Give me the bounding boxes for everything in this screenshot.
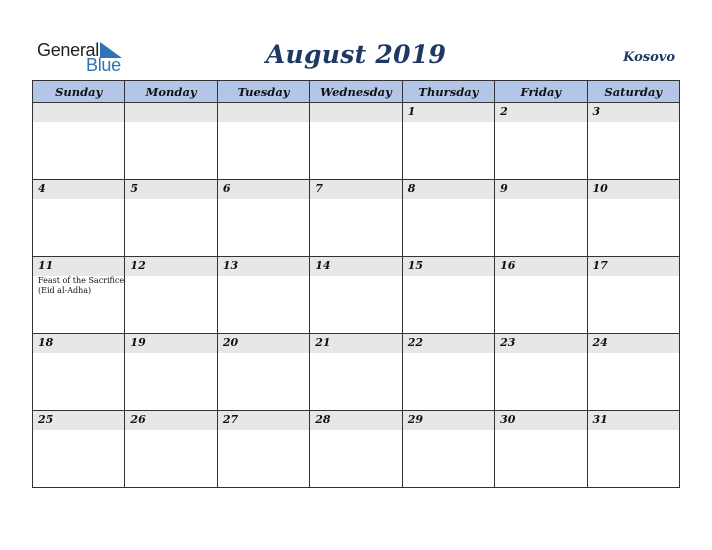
day-cell	[402, 103, 494, 180]
logo-text-blue: Blue	[86, 55, 121, 75]
day-cell	[495, 103, 587, 180]
day-number: 19	[125, 334, 216, 353]
logo-text-general: General	[37, 40, 99, 60]
day-cell	[402, 334, 494, 411]
day-cell	[587, 334, 679, 411]
day-number: 28	[310, 411, 401, 430]
day-cell	[310, 180, 402, 257]
day-cell	[587, 180, 679, 257]
day-number: 17	[588, 257, 679, 276]
weekday-thursday: Thursday	[402, 81, 494, 103]
weekday-wednesday: Wednesday	[310, 81, 402, 103]
day-number: 10	[588, 180, 679, 199]
day-cell	[587, 103, 679, 180]
weekday-friday: Friday	[495, 81, 587, 103]
day-number: 26	[125, 411, 216, 430]
day-cell	[587, 411, 679, 488]
day-cell	[33, 334, 125, 411]
day-number	[218, 103, 309, 122]
day-number: 7	[310, 180, 401, 199]
day-number: 15	[403, 257, 494, 276]
day-cell	[495, 411, 587, 488]
holiday-event: Feast of the Sacrifice (Eid al-Adha)	[38, 276, 125, 295]
day-number: 25	[33, 411, 124, 430]
weekday-header-row	[33, 81, 680, 103]
day-cell	[402, 411, 494, 488]
day-number: 30	[495, 411, 586, 430]
week-row	[33, 257, 680, 334]
day-cell	[125, 411, 217, 488]
day-number: 1	[403, 103, 494, 122]
day-cell	[495, 334, 587, 411]
weekday-monday: Monday	[125, 81, 217, 103]
weekday-sunday: Sunday	[33, 81, 125, 103]
day-number: 21	[310, 334, 401, 353]
day-number	[125, 103, 216, 122]
week-row	[33, 411, 680, 488]
day-number: 23	[495, 334, 586, 353]
day-number: 5	[125, 180, 216, 199]
day-cell	[125, 180, 217, 257]
day-cell	[217, 103, 309, 180]
day-number: 11	[33, 257, 124, 276]
weekday-tuesday: Tuesday	[217, 81, 309, 103]
day-cell	[125, 103, 217, 180]
day-cell	[402, 257, 494, 334]
weekday-saturday: Saturday	[587, 81, 679, 103]
day-number: 2	[495, 103, 586, 122]
day-cell	[217, 257, 309, 334]
week-row	[33, 103, 680, 180]
day-cell	[125, 334, 217, 411]
day-cell	[495, 180, 587, 257]
day-number: 31	[588, 411, 679, 430]
day-cell	[33, 180, 125, 257]
day-number: 18	[33, 334, 124, 353]
day-cell	[310, 411, 402, 488]
day-number: 3	[588, 103, 679, 122]
day-cell	[33, 411, 125, 488]
day-cell	[217, 334, 309, 411]
week-row	[33, 180, 680, 257]
day-number	[33, 103, 124, 122]
day-cell	[217, 180, 309, 257]
day-number: 14	[310, 257, 401, 276]
day-cell	[310, 334, 402, 411]
day-number: 6	[218, 180, 309, 199]
week-row	[33, 334, 680, 411]
day-number: 12	[125, 257, 216, 276]
day-cell	[310, 257, 402, 334]
day-number: 16	[495, 257, 586, 276]
day-cell	[33, 257, 125, 334]
day-number: 13	[218, 257, 309, 276]
day-cell	[217, 411, 309, 488]
day-number	[310, 103, 401, 122]
day-number: 29	[403, 411, 494, 430]
day-number: 22	[403, 334, 494, 353]
page-title: August 2019	[265, 40, 447, 69]
day-cell	[310, 103, 402, 180]
day-cell	[125, 257, 217, 334]
day-number: 24	[588, 334, 679, 353]
country-label: Kosovo	[623, 50, 675, 65]
day-number: 20	[218, 334, 309, 353]
day-cell	[402, 180, 494, 257]
calendar-grid	[32, 80, 680, 488]
day-number: 9	[495, 180, 586, 199]
day-cell	[495, 257, 587, 334]
day-number: 8	[403, 180, 494, 199]
day-cell	[33, 103, 125, 180]
day-number: 27	[218, 411, 309, 430]
day-number: 4	[33, 180, 124, 199]
day-cell	[587, 257, 679, 334]
